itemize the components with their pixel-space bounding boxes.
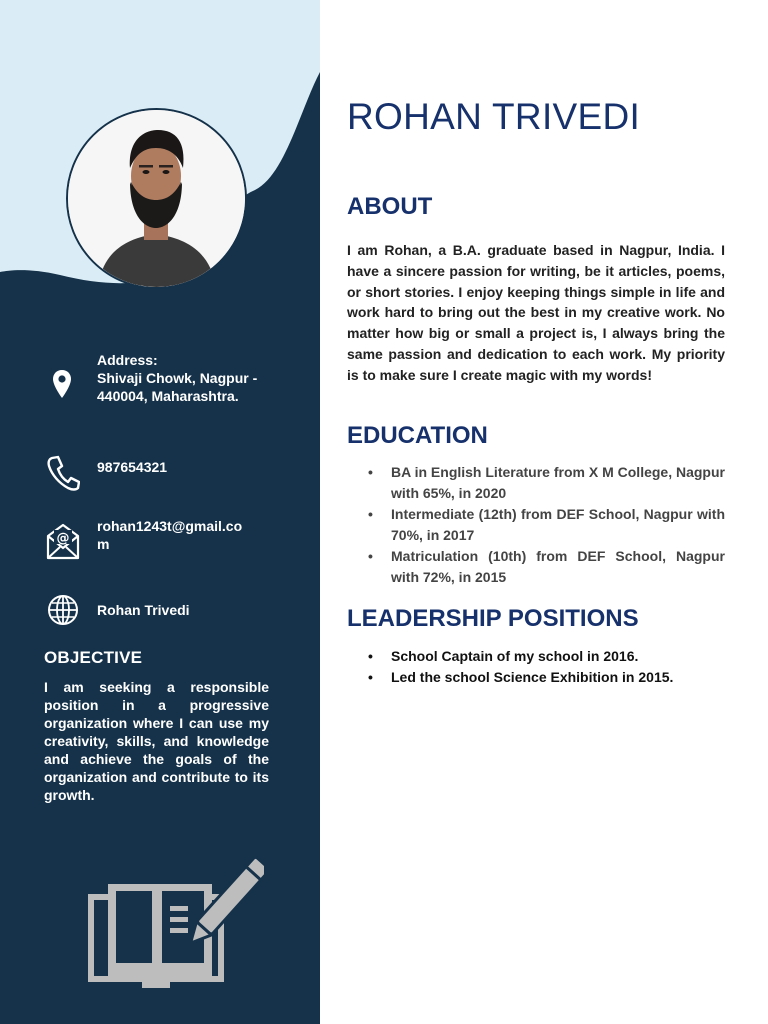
- profile-photo: [66, 108, 247, 289]
- book-pencil-icon: [84, 856, 264, 991]
- address-value: Shivaji Chowk, Nagpur - 440004, Maharashtra.: [97, 370, 258, 404]
- education-item: • Matriculation (10th) from DEF School, Nagpur with 72%, in 2015: [391, 546, 725, 588]
- email-address: [97, 517, 277, 553]
- education-item: • Intermediate (12th) from DEF School, Nagpur with 70%, in 2017: [391, 504, 725, 546]
- phone-icon: [46, 455, 80, 491]
- education-item: • BA in English Literature from X M College, Nagpur with 65%, in 2020: [391, 462, 725, 504]
- education-heading: EDUCATION: [347, 422, 488, 449]
- globe-icon: [47, 594, 79, 626]
- about-text: I am Rohan, a B.A. graduate based in Nagpur, India. I have a sincere passion for writing, be it articles, poems, or short stories. I enjoy keeping things simple in life and work hard to bring out the best in my creative work. No matter how big or small a project is, I always bring the same passion and dedication to each work. My priority is to make sure I create magic with my words!: [347, 242, 725, 383]
- about-heading: ABOUT: [347, 193, 433, 220]
- website-name: Rohan Trivedi: [97, 602, 190, 618]
- leadership-item: • School Captain of my school in 2016.: [391, 646, 725, 667]
- leadership-item: • Led the school Science Exhibition in 2015.: [391, 667, 725, 688]
- email-link[interactable]: rohan1243t@gmail.co m: [97, 518, 243, 552]
- leadership-heading: LEADERSHIP POSITIONS: [347, 605, 639, 632]
- candidate-name: ROHAN TRIVEDI: [347, 96, 641, 137]
- objective-text: I am seeking a responsible position in a progressive organization where I can use my creativity, skills, and knowledge and achieve the goals of the organization and contribute to its growth.: [44, 679, 269, 803]
- leadership-list: [347, 646, 725, 688]
- svg-text:@: @: [56, 531, 70, 546]
- sidebar: [0, 0, 320, 1024]
- address-label: Address:: [97, 352, 158, 368]
- address-block: [97, 351, 277, 405]
- location-pin-icon: [52, 369, 72, 399]
- email-icon: [46, 522, 80, 560]
- objective-heading: OBJECTIVE: [44, 648, 143, 667]
- phone-number: 987654321: [97, 459, 168, 475]
- education-list: [347, 462, 725, 588]
